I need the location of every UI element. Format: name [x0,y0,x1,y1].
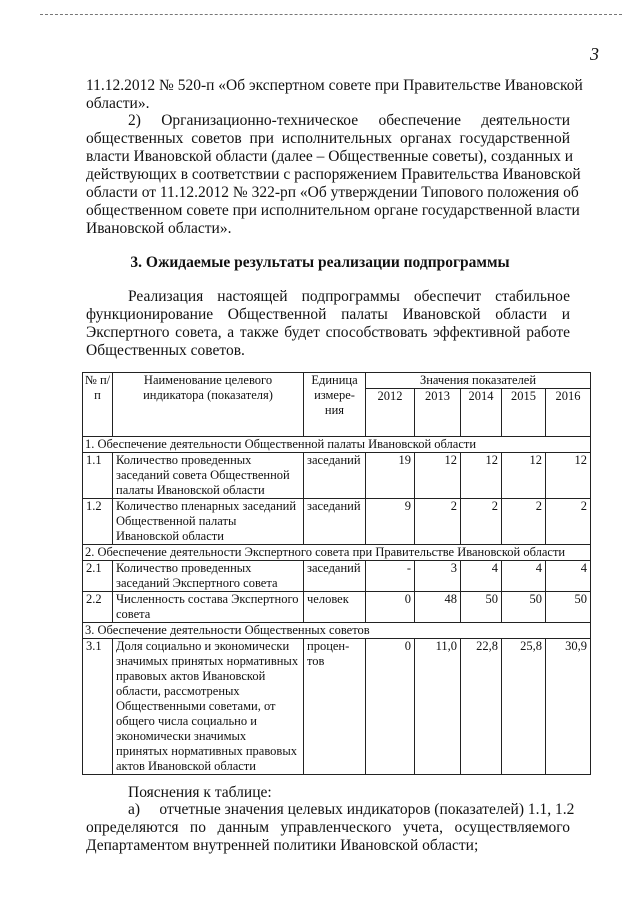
text-line: 2) Организационно-техническое обеспечение деятельности [128,112,570,129]
text-line: Ивановской области». [86,220,232,237]
row-value: 0 [366,639,415,775]
table-row [83,639,591,775]
text-line: Общественных советов. [86,342,245,359]
text-line: области от 11.12.2012 № 322-рп «Об утверждении Типового положения об [86,184,579,201]
table-row [83,561,591,592]
row-num: 2.2 [83,592,113,623]
text-line: власти Ивановской области (далее – Общественные советы), созданных и [86,148,574,165]
section-row: 3. Обеспечение деятельности Общественных советов [83,623,591,639]
row-value: 12 [502,453,546,499]
header-year: 2012 [366,389,415,437]
table-row [83,592,591,623]
row-num: 1.1 [83,453,113,499]
row-value: 2 [461,499,502,545]
row-value: 12 [461,453,502,499]
row-name: Количество пленарных заседаний Общественной палаты Ивановской области [113,499,304,545]
row-value: 50 [461,592,502,623]
row-value: 25,8 [502,639,546,775]
text-line: функционирование Общественной палаты Ивановской области и [86,306,570,323]
header-year: 2013 [415,389,461,437]
row-value: 12 [546,453,591,499]
row-value: 50 [502,592,546,623]
row-value: 3 [415,561,461,592]
row-unit: процен-тов [304,639,366,775]
row-value: 0 [366,592,415,623]
text-line: области». [86,95,150,112]
text-line: общественных советов при исполнительных органах государственной [86,130,570,147]
table-body [83,437,591,775]
row-value: 4 [461,561,502,592]
text-line: а) отчетные значения целевых индикаторов (показателей) 1.1, 1.2 [128,801,575,818]
row-value: 19 [366,453,415,499]
header-unit: Единица измере-ния [304,373,366,437]
header-year: 2014 [461,389,502,437]
row-unit: человек [304,592,366,623]
row-value: 12 [415,453,461,499]
header-year: 2015 [502,389,546,437]
text-line: действующих в соответствии с распоряжением Правительства Ивановской [86,166,581,183]
row-value: 30,9 [546,639,591,775]
row-value: 50 [546,592,591,623]
notes-title: Пояснения к таблице: [128,784,272,801]
row-name: Доля социально и экономически значимых принятых нормативных правовых актов Ивановской области, рассмотреных Общественными советами, от общего числа социально и экономически значимых принятых нормативных правовых актов Ивановской области [113,639,304,775]
row-value: 22,8 [461,639,502,775]
row-value: - [366,561,415,592]
row-value: 2 [546,499,591,545]
row-num: 1.2 [83,499,113,545]
section-row: 1. Обеспечение деятельности Общественной палаты Ивановской области [83,437,591,453]
section-row: 2. Обеспечение деятельности Экспертного совета при Правительстве Ивановской области [83,545,591,561]
row-value: 9 [366,499,415,545]
section-heading: 3. Ожидаемые результаты реализации подпрограммы [130,254,510,271]
table-row [83,453,591,499]
scan-top-border [40,14,622,15]
header-values: Значения показателей [366,373,591,389]
header-num: № п/п [83,373,113,437]
row-num: 3.1 [83,639,113,775]
header-year: 2016 [546,389,591,437]
text-line: Департаментом внутренней политики Ивановской области; [86,837,479,854]
row-value: 48 [415,592,461,623]
row-value: 2 [415,499,461,545]
row-unit: заседаний [304,453,366,499]
row-num: 2.1 [83,561,113,592]
indicators-table [82,372,591,775]
text-line: Экспертного совета, а также будет способствовать эффективной работе [86,324,570,341]
row-value: 4 [546,561,591,592]
row-name: Количество проведенных заседаний Экспертного совета [113,561,304,592]
row-value: 2 [502,499,546,545]
row-name: Количество проведенных заседаний совета Общественной палаты Ивановской области [113,453,304,499]
table-row [83,499,591,545]
row-unit: заседаний [304,499,366,545]
row-name: Численность состава Экспертного совета [113,592,304,623]
text-line: Реализация настоящей подпрограммы обеспечит стабильное [128,288,570,305]
header-name: Наименование целевого индикатора (показателя) [113,373,304,437]
row-value: 4 [502,561,546,592]
row-unit: заседаний [304,561,366,592]
row-value: 11,0 [415,639,461,775]
text-line: общественном совете при исполнительном органе государственной власти [86,202,580,219]
text-line: определяются по данным управленческого учета, осуществляемого [86,819,570,836]
text-line: 11.12.2012 № 520-п «Об экспертном совете при Правительстве Ивановской [86,77,583,94]
page-number: 3 [590,44,599,64]
